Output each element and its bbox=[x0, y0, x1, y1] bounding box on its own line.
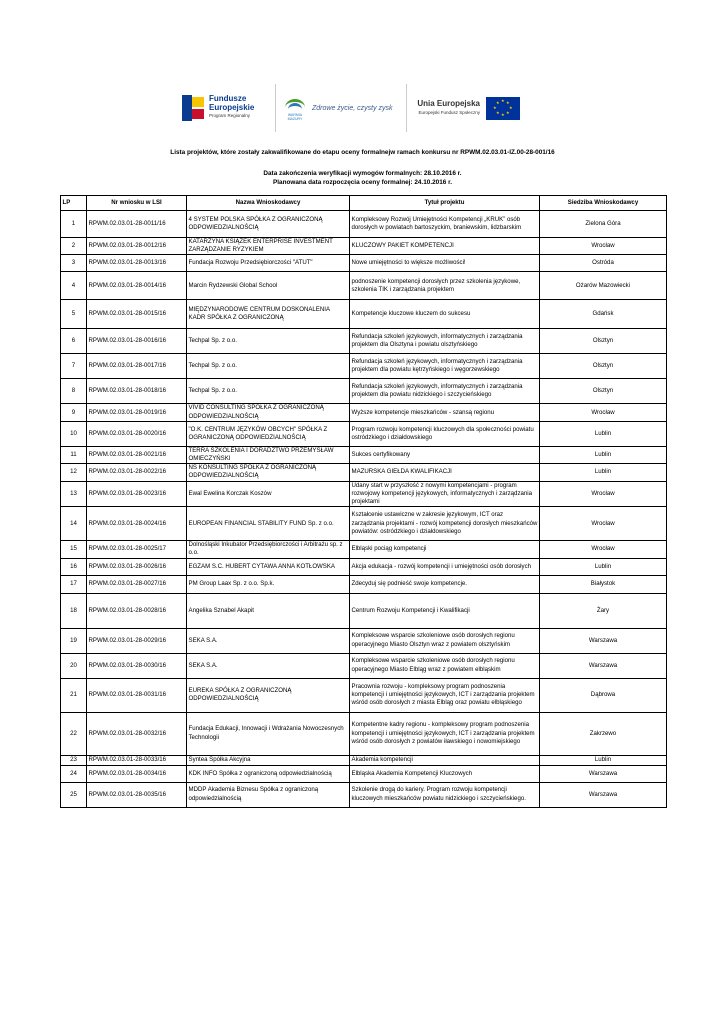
table-row bbox=[61, 300, 667, 329]
cell-lp: 7 bbox=[61, 354, 87, 379]
cell-applicant: EUROPEAN FINANCIAL STABILITY FUND Sp. z o.o. bbox=[187, 507, 350, 541]
cell-lp: 3 bbox=[61, 255, 87, 272]
cell-city: Żary bbox=[540, 593, 667, 628]
cell-nr: RPWM.02.03.01-28-0021/16 bbox=[87, 446, 187, 463]
cell-project-title: Refundacja szkoleń językowych, informatycznych i zarządzania projektem dla powiatu nidzickiego i szczycieńskiego bbox=[350, 379, 540, 404]
cell-city: Olsztyn bbox=[540, 379, 667, 404]
cell-nr: RPWM.02.03.01-28-0034/16 bbox=[87, 765, 187, 782]
cell-project-title: Kompetentne kadry regionu - kompleksowy program podnoszenia kompetencji i umiejętności językowych, ICT i zarządzania projektem wśród osób dorosłych z powiatów iławskiego i nowomiejskiego bbox=[350, 712, 540, 755]
cell-nr: RPWM.02.03.01-28-0012/16 bbox=[87, 238, 187, 255]
cell-project-title: Centrum Rozwoju Kompetencji i Kwalifikacji bbox=[350, 593, 540, 628]
table-row bbox=[61, 755, 667, 765]
cell-project-title: Sukces certyfikowany bbox=[350, 446, 540, 463]
cell-city: Zielona Góra bbox=[540, 211, 667, 238]
cell-nr: RPWM.02.03.01-28-0026/16 bbox=[87, 558, 187, 575]
cell-applicant: Techpal Sp. z o.o. bbox=[187, 329, 350, 354]
cell-nr: RPWM.02.03.01-28-0018/16 bbox=[87, 379, 187, 404]
cell-applicant: Angelika Sznabel Akapit bbox=[187, 593, 350, 628]
cell-city: Wrocław bbox=[540, 238, 667, 255]
cell-project-title: Kształcenie ustawiczne w zakresie językowym, ICT oraz zarządzania projektami - rozwój kompetencji dorosłych mieszkańców powiatów: ostródzkiego i działdowskiego bbox=[350, 507, 540, 541]
table-header-row bbox=[61, 196, 667, 211]
table-row bbox=[61, 593, 667, 628]
cell-lp: 17 bbox=[61, 575, 87, 593]
table-row bbox=[61, 238, 667, 255]
cell-city: Lublin bbox=[540, 446, 667, 463]
table-row bbox=[61, 678, 667, 712]
cell-nr: RPWM.02.03.01-28-0017/16 bbox=[87, 354, 187, 379]
cell-city: Lublin bbox=[540, 558, 667, 575]
logo-divider bbox=[275, 84, 276, 132]
cell-project-title: KLUCZOWY PAKIET KOMPETENCJI bbox=[350, 238, 540, 255]
cell-project-title: Kompleksowe wsparcie szkoleniowe osób dorosłych regionu operacyjnego Miasto Elbląg wraz z powiatem elbląskim bbox=[350, 653, 540, 678]
cell-nr: RPWM.02.03.01-28-0011/16 bbox=[87, 211, 187, 238]
cell-lp: 5 bbox=[61, 300, 87, 329]
cell-lp: 4 bbox=[61, 272, 87, 300]
table-row bbox=[61, 575, 667, 593]
cell-city: Gdańsk bbox=[540, 300, 667, 329]
table-row bbox=[61, 329, 667, 354]
cell-applicant: Dolnośląski Inkubator Przedsiębiorczości i Arbitrażu sp. z o.o. bbox=[187, 541, 350, 558]
cell-city: Wrocław bbox=[540, 541, 667, 558]
table-row bbox=[61, 379, 667, 404]
regional-slogan: Zdrowe życie, czysty zysk bbox=[312, 104, 393, 112]
cell-applicant: Syntea Spółka Akcyjna bbox=[187, 755, 350, 765]
cell-project-title: MAZURSKA GIEŁDA KWALIFIKACJI bbox=[350, 464, 540, 481]
cell-city: Olsztyn bbox=[540, 354, 667, 379]
cell-lp: 25 bbox=[61, 782, 87, 807]
projects-table bbox=[60, 195, 667, 808]
cell-project-title: Wyższe kompetencje mieszkańców - szansą regionu bbox=[350, 404, 540, 421]
cell-applicant: SEKA S.A. bbox=[187, 628, 350, 653]
cell-nr: RPWM.02.03.01-28-0014/16 bbox=[87, 272, 187, 300]
cell-applicant: Ewal Ewelina Korczak Koszów bbox=[187, 481, 350, 507]
cell-project-title: Szkolenie drogą do kariery. Program rozwoju kompetencji kluczowych mieszkańców powiatu nidzickiego i szczycieńskiego. bbox=[350, 782, 540, 807]
table-row bbox=[61, 211, 667, 238]
col-header-title: Tytuł projektu bbox=[350, 196, 540, 211]
cell-nr: RPWM.02.03.01-28-0035/16 bbox=[87, 782, 187, 807]
warmia-mazury-logo bbox=[280, 84, 402, 132]
table-row bbox=[61, 507, 667, 541]
cell-nr: RPWM.02.03.01-28-0013/16 bbox=[87, 255, 187, 272]
col-header-city: Siedziba Wnioskodawcy bbox=[540, 196, 667, 211]
cell-lp: 19 bbox=[61, 628, 87, 653]
cell-applicant: PM Group Laax Sp. z o.o. Sp.k. bbox=[187, 575, 350, 593]
unia-europejska-logo: Unia Europejska Europejski Fundusz Społeczny ★ ★ ★ ★ ★ ★ ★ ★ bbox=[410, 84, 535, 132]
cell-city: Ożarów Mazowiecki bbox=[540, 272, 667, 300]
cell-city: Lublin bbox=[540, 755, 667, 765]
cell-applicant: VIVID CONSULTING SPÓŁKA Z OGRANICZONĄ ODPOWIEDZIALNOŚCIĄ bbox=[187, 404, 350, 421]
table-row bbox=[61, 541, 667, 558]
cell-city: Wrocław bbox=[540, 404, 667, 421]
table-row bbox=[61, 782, 667, 807]
cell-city: Dąbrowa bbox=[540, 678, 667, 712]
cell-city: Zakrzewo bbox=[540, 712, 667, 755]
cell-city: Lublin bbox=[540, 421, 667, 446]
table-row bbox=[61, 446, 667, 463]
table-row bbox=[61, 354, 667, 379]
cell-project-title: Zdecyduj się podnieść swoje kompetencje. bbox=[350, 575, 540, 593]
verification-end-date: Data zakończenia weryfikacji wymogów formalnych: 28.10.2016 r. bbox=[263, 170, 462, 177]
table-row bbox=[61, 712, 667, 755]
eu-flag-icon: ★ ★ ★ ★ ★ ★ ★ ★ bbox=[486, 97, 520, 120]
cell-applicant: Fundacja Edukacji, Innowacji i Wdrażania Nowoczesnych Technologii bbox=[187, 712, 350, 755]
cell-project-title: Refundacja szkoleń językowych, informatycznych i zarządzania projektem dla powiatu kętrzyńskiego i węgorzewskiego bbox=[350, 354, 540, 379]
cell-city: Olsztyn bbox=[540, 329, 667, 354]
cell-nr: RPWM.02.03.01-28-0028/16 bbox=[87, 593, 187, 628]
cell-project-title: Program rozwoju kompetencji kluczowych dla społeczności powiatu ostródzkiego i działdowskiego bbox=[350, 421, 540, 446]
cell-applicant: KDK INFO Spółka z ograniczoną odpowiedzialnością bbox=[187, 765, 350, 782]
cell-nr: RPWM.02.03.01-28-0029/16 bbox=[87, 628, 187, 653]
cell-city: Lublin bbox=[540, 464, 667, 481]
cell-lp: 15 bbox=[61, 541, 87, 558]
cell-applicant: 4 SYSTEM POLSKA SPÓŁKA Z OGRANICZONĄ ODPOWIEDZIALNOŚCIĄ bbox=[187, 211, 350, 238]
warmia-mazury-icon: WARMIA MAZURY bbox=[282, 95, 308, 121]
fe-flag-icon bbox=[182, 95, 204, 121]
logo-divider bbox=[406, 84, 407, 132]
cell-lp: 12 bbox=[61, 464, 87, 481]
table-row bbox=[61, 765, 667, 782]
cell-applicant: Techpal Sp. z o.o. bbox=[187, 354, 350, 379]
cell-applicant: Marcin Rydzewski Global School bbox=[187, 272, 350, 300]
cell-city: Wrocław bbox=[540, 507, 667, 541]
cell-city: Warszawa bbox=[540, 765, 667, 782]
cell-applicant: EGZAM S.C. HUBERT CYTAWA ANNA KOTŁOWSKA bbox=[187, 558, 350, 575]
cell-lp: 18 bbox=[61, 593, 87, 628]
cell-nr: RPWM.02.03.01-28-0025/17 bbox=[87, 541, 187, 558]
cell-nr: RPWM.02.03.01-28-0016/16 bbox=[87, 329, 187, 354]
cell-lp: 23 bbox=[61, 755, 87, 765]
cell-city: Białystok bbox=[540, 575, 667, 593]
cell-nr: RPWM.02.03.01-28-0015/16 bbox=[87, 300, 187, 329]
cell-project-title: Kompleksowy Rozwój Umiejętności Kompetencji „KRUK” osób dorosłych w powiatach bartoszyckim, braniewskim, lidzbarskim bbox=[350, 211, 540, 238]
cell-lp: 21 bbox=[61, 678, 87, 712]
cell-project-title: Refundacja szkoleń językowych, informatycznych i zarządzania projektem dla Olsztyna i powiatu olsztyńskiego bbox=[350, 329, 540, 354]
table-row bbox=[61, 558, 667, 575]
cell-applicant: "O.K. CENTRUM JĘZYKÓW OBCYCH" SPÓŁKA Z OGRANICZONĄ ODPOWIEDZIALNOŚCIĄ bbox=[187, 421, 350, 446]
cell-project-title: Nowe umiejętności to większe możliwości! bbox=[350, 255, 540, 272]
cell-lp: 24 bbox=[61, 765, 87, 782]
cell-city: Warszawa bbox=[540, 653, 667, 678]
cell-nr: RPWM.02.03.01-28-0027/16 bbox=[87, 575, 187, 593]
cell-project-title: Elbląski pociąg kompetencji bbox=[350, 541, 540, 558]
cell-lp: 9 bbox=[61, 404, 87, 421]
cell-applicant: Fundacja Rozwoju Przedsiębiorczości "ATUT" bbox=[187, 255, 350, 272]
cell-lp: 14 bbox=[61, 507, 87, 541]
cell-lp: 16 bbox=[61, 558, 87, 575]
cell-project-title: Kompleksowe wsparcie szkoleniowe osób dorosłych regionu operacyjnego Miasto Olsztyn wraz z powiatem olsztyńskim bbox=[350, 628, 540, 653]
cell-nr: RPWM.02.03.01-28-0030/16 bbox=[87, 653, 187, 678]
cell-project-title: Akademia kompetencji bbox=[350, 755, 540, 765]
cell-applicant: NS KONSULTING SPÓŁKA Z OGRANICZONĄ ODPOWIEDZIALNOŚCIĄ bbox=[187, 464, 350, 481]
cell-project-title: Pracownia rozwoju - kompleksowy program podnoszenia kompetencji i umiejętności językowych, ICT i zarządzania projektem wśród osób dorosłych z miasta Elbląg oraz powiatu elbląskiego bbox=[350, 678, 540, 712]
cell-lp: 6 bbox=[61, 329, 87, 354]
table-row bbox=[61, 272, 667, 300]
cell-project-title: Kompetencje kluczowe kluczem do sukcesu bbox=[350, 300, 540, 329]
cell-applicant: Techpal Sp. z o.o. bbox=[187, 379, 350, 404]
cell-nr: RPWM.02.03.01-28-0032/16 bbox=[87, 712, 187, 755]
cell-project-title: Elbląska Akademia Kompetencji Kluczowych bbox=[350, 765, 540, 782]
cell-lp: 1 bbox=[61, 211, 87, 238]
cell-applicant: KATARZYNA KSIĄŻEK ENTERPRISE INVESTMENT ZARZĄDZANIE RYZYKIEM bbox=[187, 238, 350, 255]
table-row bbox=[61, 653, 667, 678]
cell-applicant: MIĘDZYNARODOWE CENTRUM DOSKONALENIA KADR SPÓŁKA Z OGRANICZONĄ bbox=[187, 300, 350, 329]
cell-city: Warszawa bbox=[540, 628, 667, 653]
cell-project-title: podnoszenie kompetencji dorosłych przez szkolenia językowe, szkolenia TIK i zarządzania projektem bbox=[350, 272, 540, 300]
table-row bbox=[61, 481, 667, 507]
table-row bbox=[61, 255, 667, 272]
cell-applicant: TERRA SZKOLENIA I DORADZTWO PRZEMYSŁAW OMIECZYŃSKI bbox=[187, 446, 350, 463]
cell-lp: 11 bbox=[61, 446, 87, 463]
col-header-lp: LP bbox=[61, 196, 87, 211]
table-row bbox=[61, 421, 667, 446]
cell-city: Ostróda bbox=[540, 255, 667, 272]
cell-project-title: Akcja edukacja - rozwój kompetencji i umiejętności osób dorosłych bbox=[350, 558, 540, 575]
cell-nr: RPWM.02.03.01-28-0019/16 bbox=[87, 404, 187, 421]
cell-applicant: SEKA S.A. bbox=[187, 653, 350, 678]
cell-lp: 13 bbox=[61, 481, 87, 507]
cell-nr: RPWM.02.03.01-28-0033/16 bbox=[87, 755, 187, 765]
cell-nr: RPWM.02.03.01-28-0024/16 bbox=[87, 507, 187, 541]
cell-lp: 10 bbox=[61, 421, 87, 446]
document-title: Lista projektów, które zostały zakwalifikowane do etapu oceny formalnejw ramach konkursu nr RPWM.02.03.01-IZ.00-28-001/16 bbox=[170, 149, 555, 156]
table-row bbox=[61, 464, 667, 481]
cell-applicant: EUREKA SPÓŁKA Z OGRANICZONĄ ODPOWIEDZIALNOŚCIĄ bbox=[187, 678, 350, 712]
cell-nr: RPWM.02.03.01-28-0031/16 bbox=[87, 678, 187, 712]
cell-lp: 2 bbox=[61, 238, 87, 255]
cell-city: Warszawa bbox=[540, 782, 667, 807]
col-header-nr: Nr wniosku w LSI bbox=[87, 196, 187, 211]
cell-nr: RPWM.02.03.01-28-0022/16 bbox=[87, 464, 187, 481]
col-header-name: Nazwa Wnioskodawcy bbox=[187, 196, 350, 211]
cell-applicant: MDDP Akademia Biznesu Spółka z ograniczoną odpowiedzialnością bbox=[187, 782, 350, 807]
cell-project-title: Udany start w przyszłość z nowymi kompetencjami - program rozwojowy kompetencji językowych, informatycznych i zarządzania projektami bbox=[350, 481, 540, 507]
cell-nr: RPWM.02.03.01-28-0023/16 bbox=[87, 481, 187, 507]
logo-bar bbox=[180, 84, 535, 132]
cell-city: Wrocław bbox=[540, 481, 667, 507]
cell-lp: 8 bbox=[61, 379, 87, 404]
cell-lp: 20 bbox=[61, 653, 87, 678]
cell-lp: 22 bbox=[61, 712, 87, 755]
table-row bbox=[61, 628, 667, 653]
evaluation-start-date: Planowana data rozpoczęcia oceny formalnej: 24.10.2016 r. bbox=[272, 179, 452, 186]
table-row bbox=[61, 404, 667, 421]
cell-nr: RPWM.02.03.01-28-0020/16 bbox=[87, 421, 187, 446]
fundusze-europejskie-logo: Fundusze Europejskie Program Regionalny bbox=[180, 84, 270, 132]
